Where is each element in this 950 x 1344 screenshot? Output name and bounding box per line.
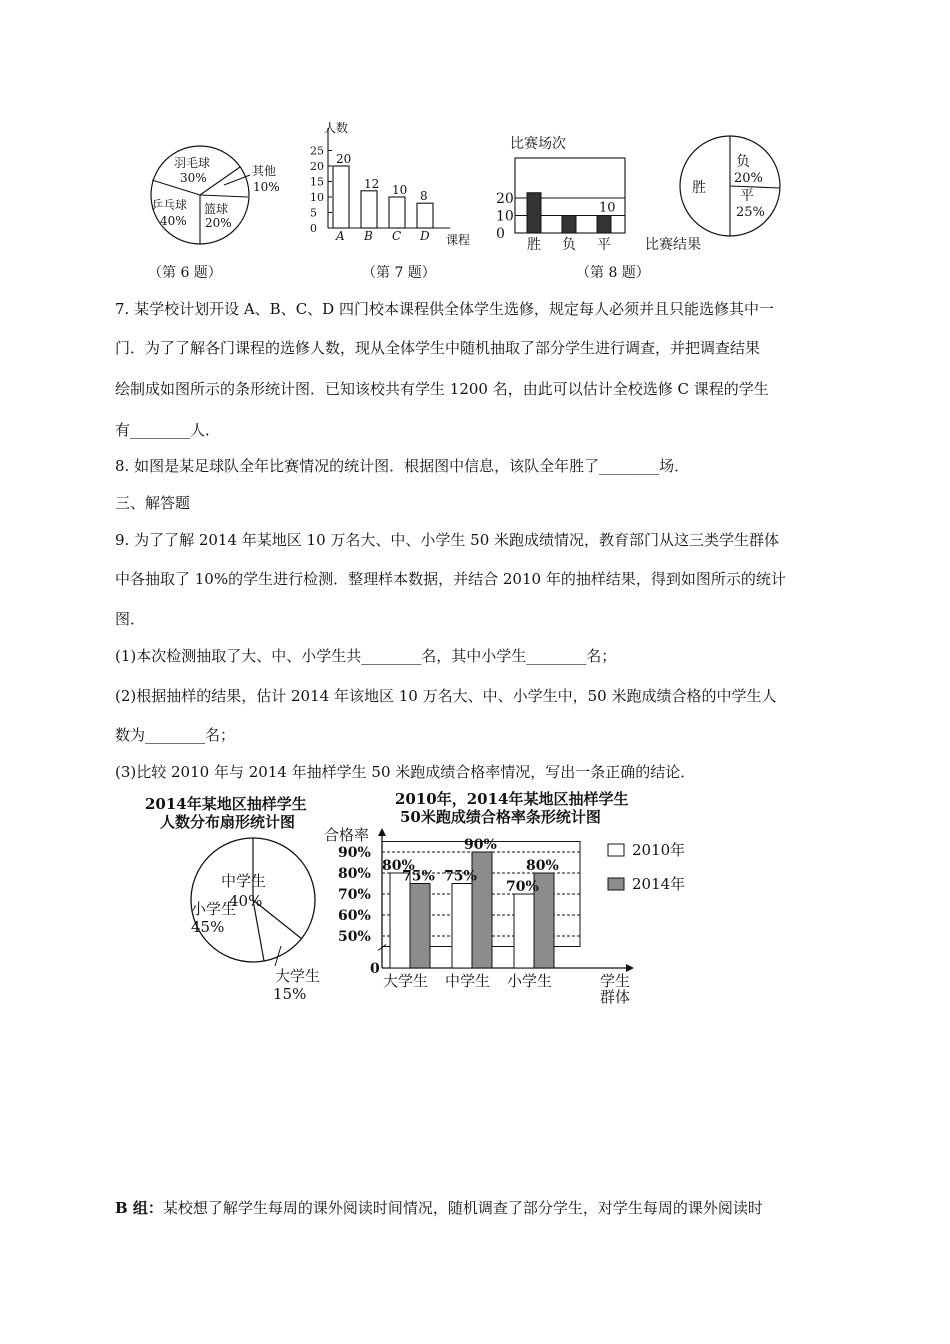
fig9-label-2010: 70% [506,879,539,895]
fig9-bar-chart [320,788,700,1010]
fig7-bar [361,191,377,228]
fig8-y-tick: 10 [496,208,514,225]
q9-part-1: (1)本次检测抽取了大、中、小学生共________名，其中小学生________名； [115,647,617,665]
fig6-divider [200,195,248,197]
fig9-y-tick: 60% [338,908,371,924]
q9-part-3: (3)比较 2010 年与 2014 年抽样学生 50 米跑成绩合格率情况，写出一条正确的结论． [115,763,696,781]
fig9-bar-2010 [452,884,472,969]
fig9-pct-primary: 45% [191,918,225,936]
fig7-y-tick: 25 [310,144,324,158]
fig8-x-label: 比赛结果 [645,237,701,253]
fig8-divider [730,186,780,188]
fig9-bar-2010 [514,894,534,968]
fig8-y-tick: 20 [496,191,514,207]
fig9-legend-swatch-2010 [608,844,624,856]
fig8-bar [527,193,541,233]
fig8-pct-lose: 20% [734,171,763,186]
q9-part-2b: 数为________名； [115,726,236,744]
fig9-x-tick: 小学生 [507,972,553,990]
fig9-x-label-1: 学生 [600,972,631,990]
fig9-pie-title-1: 2014年某地区抽样学生 [145,795,307,813]
group-b-line [115,1198,763,1218]
fig9-x-tick: 大学生 [383,972,429,990]
fig8-x-tick: 平 [597,237,611,253]
q7-line-2: 门．为了了解各门课程的选修人数，现从全体学生中随机抽取了部分学生进行调查，并把调查结果 [115,339,761,357]
fig9-bar-title-1: 2010年，2014年某地区抽样学生 [395,790,629,808]
q9-part-2a: (2)根据抽样的结果，估计 2014 年该地区 10 万名大、中、小学生中，50 米跑成绩合格的中学生人 [115,687,777,705]
fig6-caption: （第 6 题） [148,265,222,281]
fig8-label-win: 胜 [692,180,706,196]
fig9-y-arrow [378,828,386,836]
fig9-pct-college: 15% [273,985,307,1003]
fig7-y-tick: 20 [310,160,324,173]
fig9-bar-2010 [390,873,410,968]
fig7-y-label: 人数 [324,121,349,135]
fig9-legend-label-2010: 2010年 [632,841,686,859]
fig9-y-tick: 80% [338,866,371,882]
fig7-bar [333,166,349,228]
fig9-pct-middle: 40% [229,892,263,910]
fig9-y-tick: 0 [370,961,380,977]
fig7-value-label: 12 [364,176,380,191]
fig9-label-2014: 75% [402,868,435,885]
fig7-y-tick: 10 [310,191,324,204]
fig6-label-pingpong: 乒乓球 [151,198,188,212]
fig8-pie-chart [676,132,786,242]
fig8-bar [597,216,611,234]
fig6-label-badminton: 羽毛球 [174,156,211,170]
fig6-label-basketball: 篮球 [204,202,229,216]
section-3-heading: 三、解答题 [115,494,191,512]
fig6-label-other: 其他 [252,164,277,178]
q9-line-1: 9. 为了了解 2014 年某地区 10 万名大、中、小学生 50 米跑成绩情况，教育部门从这三类学生群体 [115,531,780,549]
fig9-legend-label-2014: 2014年 [632,875,686,893]
fig8-label-lose: 负 [736,154,750,170]
fig6-pct-basketball: 20% [205,216,232,230]
fig7-x-tick: B [364,229,373,243]
fig9-y-tick: 90% [338,845,371,861]
fig9-bar-title-2: 50米跑成绩合格率条形统计图 [400,808,601,826]
fig7-bar-chart [300,120,480,250]
fig9-label-middle: 中学生 [221,872,267,890]
fig9-label-2014: 90% [464,837,497,853]
fig8-y-tick: 0 [496,226,505,242]
fig9-label-2014: 80% [526,858,559,874]
fig9-bar-2014 [410,884,430,969]
fig7-y-tick: 5 [310,206,317,220]
fig8-y-label: 比赛场次 [510,136,566,152]
fig9-pie-title-2: 人数分布扇形统计图 [160,813,296,831]
fig8-caption: （第 8 题） [576,265,650,281]
fig9-y-tick: 50% [338,929,371,945]
fig7-x-tick: C [392,229,402,243]
group-b-text: 某校想了解学生每周的课外阅读时间情况，随机调查了部分学生，对学生每周的课外阅读时 [162,1199,763,1217]
fig8-value-label: 10 [599,200,616,216]
q8-text: 8. 如图是某足球队全年比赛情况的统计图．根据图中信息，该队全年胜了________场． [115,457,690,475]
fig6-pie-chart [140,145,290,255]
fig7-bar [417,203,433,228]
fig7-value-label: 20 [336,152,352,166]
fig9-label-2010: 80% [382,858,415,874]
fig9-x-label-2: 群体 [600,988,631,1006]
fig8-bar-chart [490,130,701,253]
fig7-bar [389,197,405,228]
fig9-label-college: 大学生 [275,967,321,985]
fig7-x-tick: A [336,229,345,243]
fig8-label-draw: 平 [740,188,754,204]
fig7-caption: （第 7 题） [362,265,436,281]
fig8-x-tick: 负 [562,237,576,253]
fig7-x-label: 课程 [446,233,471,247]
fig8-x-tick: 胜 [527,237,541,253]
fig9-label-2010: 75% [444,868,477,885]
fig7-y-tick: 0 [310,222,317,235]
fig9-y-label: 合格率 [324,826,370,844]
fig8-bar [562,216,576,234]
fig6-pct-pingpong: 40% [160,214,187,228]
fig9-label-primary: 小学生 [191,900,237,918]
fig6-pct-badminton: 30% [180,171,207,185]
fig9-y-tick: 70% [338,887,371,903]
fig6-pct-other: 10% [253,180,280,194]
fig9-x-tick: 中学生 [445,972,491,990]
q9-line-3: 图． [115,610,146,628]
fig9-legend-swatch-2014 [608,878,624,890]
fig8-pct-draw: 25% [736,205,765,220]
fig7-x-tick: D [420,229,430,243]
fig9-x-arrow [626,964,634,972]
q7-line-3: 绘制成如图所示的条形统计图．已知该校共有学生 1200 名，由此可以估计全校选修 C 课程的学生 [115,380,769,398]
q7-line-4: 有________人． [115,421,221,439]
fig7-y-tick: 15 [310,175,324,189]
fig7-value-label: 8 [420,189,428,204]
q9-line-2: 中各抽取了 10%的学生进行检测．整理样本数据，并结合 2010 年的抽样结果，得到如图所示的统计 [115,570,786,588]
fig7-value-label: 10 [392,183,408,197]
q7-line-1: 7. 某学校计划开设 A、B、C、D 四门校本课程供全体学生选修，规定每人必须并且只能选修其中一 [115,300,774,318]
group-b-label: B 组： [115,1199,163,1217]
